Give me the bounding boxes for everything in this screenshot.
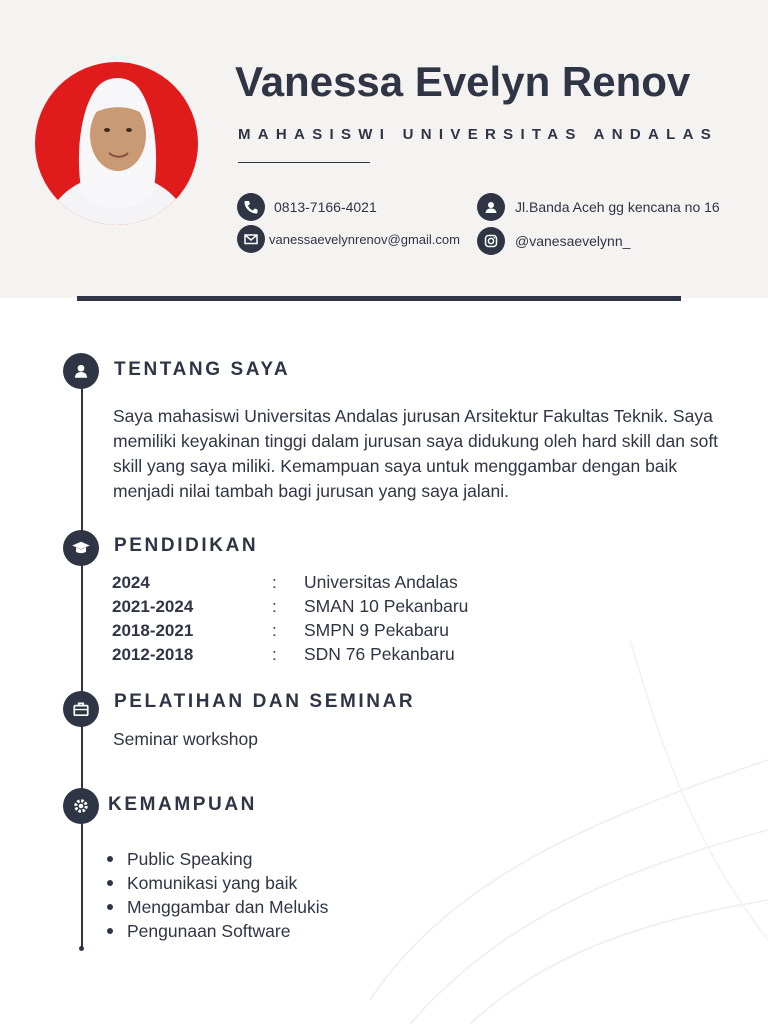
education-separator: : bbox=[272, 645, 277, 664]
phone-number: 0813-7166-4021 bbox=[274, 199, 377, 215]
skill-item bbox=[107, 919, 328, 943]
profile-photo bbox=[35, 62, 198, 225]
timeline-line bbox=[81, 380, 83, 950]
skill-item bbox=[107, 871, 328, 895]
skill-text: Pengunaan Software bbox=[127, 920, 291, 941]
education-year: 2012-2018 bbox=[112, 645, 194, 664]
about-text: Saya mahasiswi Universitas Andalas jurusan Arsitektur Fakultas Teknik. Saya memiliki keyakinan tinggi dalam jurusan saya didukung oleh hard skill dan soft skill yang saya miliki. Kemampuan saya untuk menggambar dengan baik menjadi nilai tambah bagi jurusan yang saya jalani. bbox=[113, 406, 719, 501]
skill-text: Komunikasi yang baik bbox=[127, 872, 298, 893]
header-divider bbox=[77, 296, 681, 301]
education-separator: : bbox=[272, 597, 277, 616]
user-icon bbox=[63, 353, 99, 389]
contact-address bbox=[477, 193, 720, 221]
email-address: vanessaevelynrenov@gmail.com bbox=[269, 231, 460, 247]
education-separator: : bbox=[272, 621, 277, 640]
education-list bbox=[112, 572, 632, 668]
background-swirl-decoration bbox=[330, 620, 768, 1024]
education-separator: : bbox=[272, 573, 277, 592]
bullet-icon bbox=[107, 856, 113, 862]
gear-icon bbox=[63, 788, 99, 824]
skills-list bbox=[107, 847, 328, 943]
section-title-about: TENTANG SAYA bbox=[114, 359, 291, 380]
education-year: 2021-2024 bbox=[112, 597, 194, 616]
bullet-icon bbox=[107, 928, 113, 934]
contact-email bbox=[237, 225, 460, 253]
candidate-name: Vanessa Evelyn Renov bbox=[235, 58, 691, 105]
graduation-cap-icon bbox=[63, 530, 99, 566]
education-row bbox=[112, 596, 632, 620]
education-school: SMPN 9 Pekabaru bbox=[304, 620, 449, 640]
contact-phone bbox=[237, 193, 377, 221]
education-school: SMAN 10 Pekanbaru bbox=[304, 596, 469, 616]
skill-item bbox=[107, 847, 328, 871]
education-year: 2024 bbox=[112, 573, 150, 592]
instagram-icon bbox=[477, 227, 505, 255]
bullet-icon bbox=[107, 880, 113, 886]
education-row bbox=[112, 572, 632, 596]
mail-icon bbox=[237, 225, 265, 253]
candidate-subtitle: MAHASISWI UNIVERSITAS ANDALAS bbox=[238, 126, 719, 143]
address-text: Jl.Banda Aceh gg kencana no 16 bbox=[515, 199, 720, 215]
instagram-handle: @vanesaevelynn_ bbox=[515, 233, 631, 249]
skill-text: Public Speaking bbox=[127, 848, 253, 869]
section-title-education: PENDIDIKAN bbox=[114, 535, 259, 556]
skill-item bbox=[107, 895, 328, 919]
contact-instagram bbox=[477, 227, 630, 255]
section-title-training: PELATIHAN DAN SEMINAR bbox=[114, 691, 416, 712]
location-icon bbox=[477, 193, 505, 221]
name-divider bbox=[238, 162, 370, 163]
education-row bbox=[112, 644, 632, 668]
section-title-skills: KEMAMPUAN bbox=[108, 794, 258, 815]
education-year: 2018-2021 bbox=[112, 621, 194, 640]
education-row bbox=[112, 620, 632, 644]
phone-icon bbox=[237, 193, 265, 221]
education-school: Universitas Andalas bbox=[304, 572, 458, 592]
skill-text: Menggambar dan Melukis bbox=[127, 896, 329, 917]
bullet-icon bbox=[107, 904, 113, 910]
education-school: SDN 76 Pekanbaru bbox=[304, 644, 455, 664]
timeline-end-dot bbox=[79, 946, 84, 951]
training-text: Seminar workshop bbox=[113, 729, 258, 749]
briefcase-icon bbox=[63, 691, 99, 727]
